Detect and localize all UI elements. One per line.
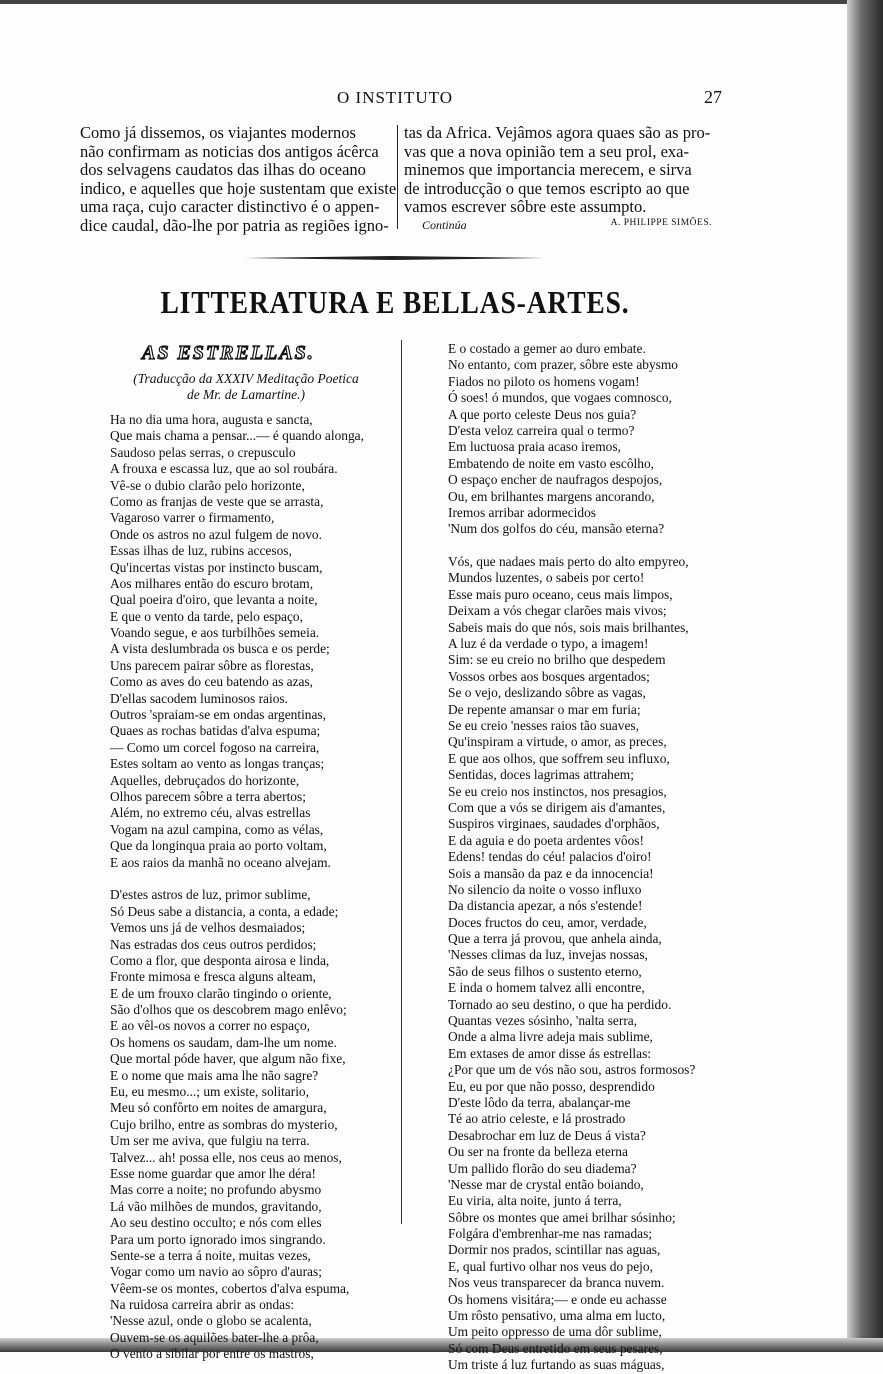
poem-line: Na ruidosa carreira abrir as ondas:: [110, 1297, 295, 1313]
poem-line: Uns parecem pairar sôbre as florestas,: [110, 657, 314, 673]
poem-line: Em extases de amor disse ás estrellas:: [448, 1045, 652, 1061]
poem-line: Os homens visitára;— e onde eu achasse: [448, 1291, 667, 1307]
intro-right-column: [404, 124, 726, 217]
column-divider-top: [397, 125, 398, 229]
poem-subtitle: [116, 371, 376, 402]
intro-line: de introducção o que temos escripto ao que: [404, 178, 690, 198]
poem-line: Cujo brilho, entre as sombras do mysterio,: [110, 1116, 338, 1132]
poem-line: E o costado a gemer ao duro embate.: [448, 341, 646, 356]
poem-line: D'esta veloz carreira qual o termo?: [448, 422, 635, 438]
intro-line: não confirmam as noticias dos antigos ácêrca: [80, 141, 379, 161]
poem-line: Vossos orbes aos bosques argentados;: [448, 668, 650, 684]
poem-line: Ouvem-se os aquilões bater-lhe a prôa,: [110, 1329, 319, 1345]
poem-line: Se eu creio 'nesses raios tão suaves,: [448, 717, 639, 733]
poem-line: São de seus filhos o sustento eterno,: [448, 963, 642, 979]
poem-line: Mas corre a noite; no profundo abysmo: [110, 1182, 322, 1198]
poem-line: Sente-se a terra á noite, muitas vezes,: [110, 1247, 311, 1263]
poem-line: D'este lôdo da terra, abalançar-me: [448, 1094, 631, 1110]
intro-line: Como já dissemos, os viajantes modernos: [80, 123, 356, 142]
continua-label: Continúa: [422, 218, 467, 232]
poem-line: E que o vento da tarde, pelo espaço,: [110, 608, 303, 624]
poem-line: Edens! tendas do céu! palacios d'oiro!: [448, 849, 652, 865]
intro-line: vas que a nova opinião tem a seu prol, exa-: [404, 141, 689, 161]
poem-line: 'Num dos golfos do céu, mansão eterna?: [448, 521, 665, 537]
poem-line: Como a flor, que desponta airosa e linda,: [110, 952, 330, 968]
intro-line: uma raça, cujo caracter distinctivo é o appen-: [80, 197, 380, 217]
poem-line: Olhos parecem sôbre a terra abertos;: [110, 788, 306, 804]
poem-line: Que da longinqua praia ao porto voltam,: [110, 838, 327, 854]
poem-line: Lá vão milhões de mundos, gravitando,: [110, 1198, 322, 1214]
article-signature: [404, 216, 726, 234]
poem-line: E de um frouxo clarão tingindo o oriente,: [110, 985, 332, 1001]
poem-line: Qual poeira d'oiro, que levanta a noite,: [110, 592, 318, 608]
poem-line: No silencio da noite o vosso influxo: [448, 881, 642, 897]
poem-line: Da distancia apezar, a nós s'estende!: [448, 898, 643, 914]
poem-line: D'ellas sacodem luminosos raios.: [110, 690, 288, 706]
poem-line: Além, no extremo céu, alvas estrellas: [110, 805, 311, 821]
poem-line: Um triste á luz furtando as suas máguas,: [448, 1357, 665, 1373]
poem-line: E ao vêl-os novos a correr no espaço,: [110, 1018, 311, 1034]
poem-line: Quaes as rochas batidas d'alva espuma;: [110, 723, 321, 739]
poem-line: Dormir nos prados, scintillar nas aguas,: [448, 1242, 661, 1258]
poem-line: Iremos arribar adormecidos: [448, 504, 596, 520]
intro-line: dice caudal, dão-lhe por patria as regiões igno-: [80, 215, 389, 235]
poem-line: Quantas vezes sósinho, 'nalta serra,: [448, 1013, 638, 1029]
poem-line: Um pallido florão do seu diadema?: [448, 1160, 637, 1176]
poem-line: Desabrochar em luz de Deus á vista?: [448, 1127, 646, 1143]
poem-line: Só Deus sabe a distancia, a conta, a edade;: [110, 903, 339, 919]
poem-line: Qu'incertas vistas por instincto buscam,: [110, 559, 323, 575]
poem-line: Que a terra já provou, que anhela ainda,: [448, 931, 662, 947]
poem-line: Eu, eu mesmo...; um existe, solitario,: [110, 1084, 309, 1100]
poem-line: Meu só confôrto em noites de amargura,: [110, 1100, 327, 1116]
stanza-break: [448, 538, 728, 554]
poem-line: Com que a vós se dirigem ais d'amantes,: [448, 799, 666, 815]
poem-line: Aos milhares então do escuro brotam,: [110, 575, 314, 591]
poem-line: Onde a alma livre adeja mais sublime,: [448, 1029, 653, 1045]
poem-line: 'Nesses climas da luz, invejas nossas,: [448, 947, 648, 963]
section-divider-rule: [244, 256, 544, 260]
poem-line: A que porto celeste Deus nos guia?: [448, 406, 637, 422]
poem-line: Um ser me aviva, que fulgiu na terra.: [110, 1133, 310, 1149]
poem-right-column: [448, 341, 728, 1374]
poem-line: Doces fructos do ceu, amor, verdade,: [448, 914, 647, 930]
poem-line: 'Nesse mar de crystal então boiando,: [448, 1176, 644, 1192]
poem-line: D'estes astros de luz, primor sublime,: [110, 887, 311, 903]
poem-line: Vogam na azul campina, como as vélas,: [110, 821, 324, 837]
section-title: LITTERATURA E BELLAS-ARTES.: [160, 284, 630, 320]
poem-line: Vê-se o dubio clarão pelo horizonte,: [110, 477, 305, 493]
poem-line: Outros 'spraiam-se em ondas argentinas,: [110, 707, 326, 723]
poem-line: Eu viria, alta noite, junto á terra,: [448, 1193, 622, 1209]
poem-line: Só com Deus entretido em seus pesares,: [448, 1340, 663, 1356]
poem-line: Embatendo de noite em vasto escôlho,: [448, 455, 655, 471]
poem-line: A luz é da verdade o typo, a imagem!: [448, 636, 649, 652]
poem-line: O espaço encher de naufragos despojos,: [448, 472, 663, 488]
poem-left-column: [110, 412, 395, 1363]
column-divider-poem: [401, 340, 402, 1224]
poem-line: Onde os astros no azul fulgem de novo.: [110, 526, 322, 542]
intro-line: tas da Africa. Vejâmos agora quaes são as pro-: [404, 123, 711, 142]
book-spine-edge: [847, 0, 883, 1352]
intro-line: dos selvagens caudatos das ilhas do oceano: [80, 160, 366, 180]
poem-line: Ou ser na fronte da belleza eterna: [448, 1144, 628, 1160]
poem-line: Vemos uns já de velhos desmaiados;: [110, 920, 306, 936]
poem-line: Deixam a vós chegar clarões mais vivos;: [448, 603, 667, 619]
poem-line: Vós, que nadaes mais perto do alto empyreo,: [448, 554, 689, 570]
poem-line: Qu'inspiram a virtude, o amor, as preces,: [448, 734, 667, 750]
poem-line: Mundos luzentes, o sabeis por certo!: [448, 570, 645, 586]
poem-line: Saudoso pelas serras, o crepusculo: [110, 444, 296, 460]
poem-line: — Como um corcel fogoso na carreira,: [110, 739, 320, 755]
poem-line: Vêem-se os montes, cobertos d'alva espuma,: [110, 1280, 350, 1296]
poem-line: Suspiros virginaes, saudades d'orphãos,: [448, 816, 660, 832]
intro-line: minemos que importancia merecem, e sirva: [404, 160, 692, 180]
poem-line: O vento a sibilar por entre os mastros,: [110, 1346, 314, 1362]
poem-line: Vogar como um navio ao sôpro d'auras;: [110, 1264, 322, 1280]
poem-line: Ao seu destino occulto; e nós com elles: [110, 1215, 322, 1231]
poem-line: Aquelles, debruçados do horizonte,: [110, 772, 300, 788]
poem-line: ¿Por que um de vós não sou, astros formosos?: [448, 1062, 696, 1078]
poem-line: Em luctuosa praia acaso iremos,: [448, 439, 621, 455]
poem-line: Um peito oppresso de uma dôr sublime,: [448, 1324, 662, 1340]
poem-line: Se eu creio nos instinctos, nos presagios,: [448, 783, 667, 799]
poem-line: Os homens os saudam, dam-lhe um nome.: [110, 1034, 337, 1050]
poem-line: Que mortal póde haver, que algum não fixe,: [110, 1051, 346, 1067]
poem-line: A frouxa e escassa luz, que ao sol roubára.: [110, 461, 338, 477]
poem-line: São d'olhos que os descobrem mago enlêvo;: [110, 1002, 347, 1018]
poem-line: Tornado ao seu destino, o que ha perdido.: [448, 996, 672, 1012]
intro-line: vamos escrever sôbre este assumpto.: [404, 197, 647, 217]
stanza-break: [110, 871, 395, 887]
poem-line: Té ao atrio celeste, e lá prostrado: [448, 1111, 626, 1127]
poem-line: Fiados no piloto os homens vogam!: [448, 373, 640, 389]
poem-title: AS ESTRELLAS.: [142, 342, 315, 364]
poem-line: Como as aves do ceu batendo as azas,: [110, 674, 314, 690]
poem-line: Um rôsto pensativo, uma alma em lucto,: [448, 1308, 666, 1324]
poem-line: Nos veus transparecer da branca nuvem.: [448, 1275, 665, 1291]
poem-line: Esse mais puro oceano, ceus mais limpos,: [448, 586, 673, 602]
poem-line: E inda o homem talvez alli encontre,: [448, 980, 645, 996]
intro-line: indico, e aquelles que hoje sustentam que existe: [80, 178, 397, 198]
poem-line: Esse nome guardar que amor lhe déra!: [110, 1165, 316, 1181]
poem-line: Fronte mimosa e fresca alguns alteam,: [110, 969, 316, 985]
poem-line: Que mais chama a pensar...— é quando alonga,: [110, 428, 364, 444]
poem-line: A vista deslumbrada os busca e os perde;: [110, 641, 330, 657]
page-number: 27: [704, 87, 722, 107]
poem-line: Ou, em brilhantes margens ancorando,: [448, 488, 655, 504]
poem-line: 'Nesse azul, onde o globo se acalenta,: [110, 1313, 312, 1329]
page-top-edge: [0, 0, 883, 4]
intro-left-column: [80, 123, 397, 236]
poem-line: Sentidas, doces lagrimas attrahem;: [448, 767, 634, 783]
poem-line: Vagaroso varrer o firmamento,: [110, 510, 275, 526]
poem-line: Essas ilhas de luz, rubins accesos,: [110, 543, 292, 559]
poem-line: Como as franjas de veste que se arrasta,: [110, 493, 324, 509]
poem-line: E o nome que mais ama lhe não sagre?: [110, 1067, 319, 1083]
poem-line: Para um porto ignorado imos singrando.: [110, 1231, 326, 1247]
poem-line: Sabeis mais do que nós, sois mais brilhantes,: [448, 619, 689, 635]
poem-line: Sois a mansão da paz e da innocencia!: [448, 865, 654, 881]
running-header-title: O INSTITUTO: [337, 88, 453, 107]
poem-line: Eu, eu por que não posso, desprendido: [448, 1078, 655, 1094]
poem-line: Sôbre os montes que amei brilhar sósinho;: [448, 1209, 676, 1225]
poem-line: Estes soltam ao vento as longas tranças;: [110, 756, 325, 772]
poem-line: E que aos olhos, que soffrem seu influxo,: [448, 750, 670, 766]
poem-line: No entanto, com prazer, sôbre este abysmo: [448, 357, 679, 373]
poem-line: Sim: se eu creio no brilho que despedem: [448, 652, 666, 668]
poem-line: Voando segue, e aos turbilhões semeia.: [110, 625, 320, 641]
poem-line: E aos raios da manhã no oceano alvejam.: [110, 854, 331, 870]
author-name: A. PHILIPPE SIMÕES.: [610, 218, 712, 228]
subtitle-line: (Traducção da XXXIV Meditação Poetica: [133, 371, 359, 386]
poem-line: Folgára d'embrenhar-me nas ramadas;: [448, 1226, 653, 1242]
poem-line: De repente amansar o mar em furia;: [448, 701, 641, 717]
poem-line: Ha no dia uma hora, augusta e sancta,: [110, 412, 313, 427]
poem-line: E da aguia e do poeta ardentes vôos!: [448, 832, 644, 848]
poem-line: Se o vejo, deslizando sôbre as vagas,: [448, 685, 646, 701]
poem-line: E, qual furtivo olhar nos veus do pejo,: [448, 1258, 653, 1274]
poem-line: Ó soes! ó mundos, que vogaes comnosco,: [448, 390, 672, 406]
poem-line: Talvez... ah! possa elle, nos ceus ao menos,: [110, 1149, 342, 1165]
poem-line: Nas estradas dos ceus outros perdidos;: [110, 936, 317, 952]
subtitle-line: de Mr. de Lamartine.): [186, 386, 306, 402]
